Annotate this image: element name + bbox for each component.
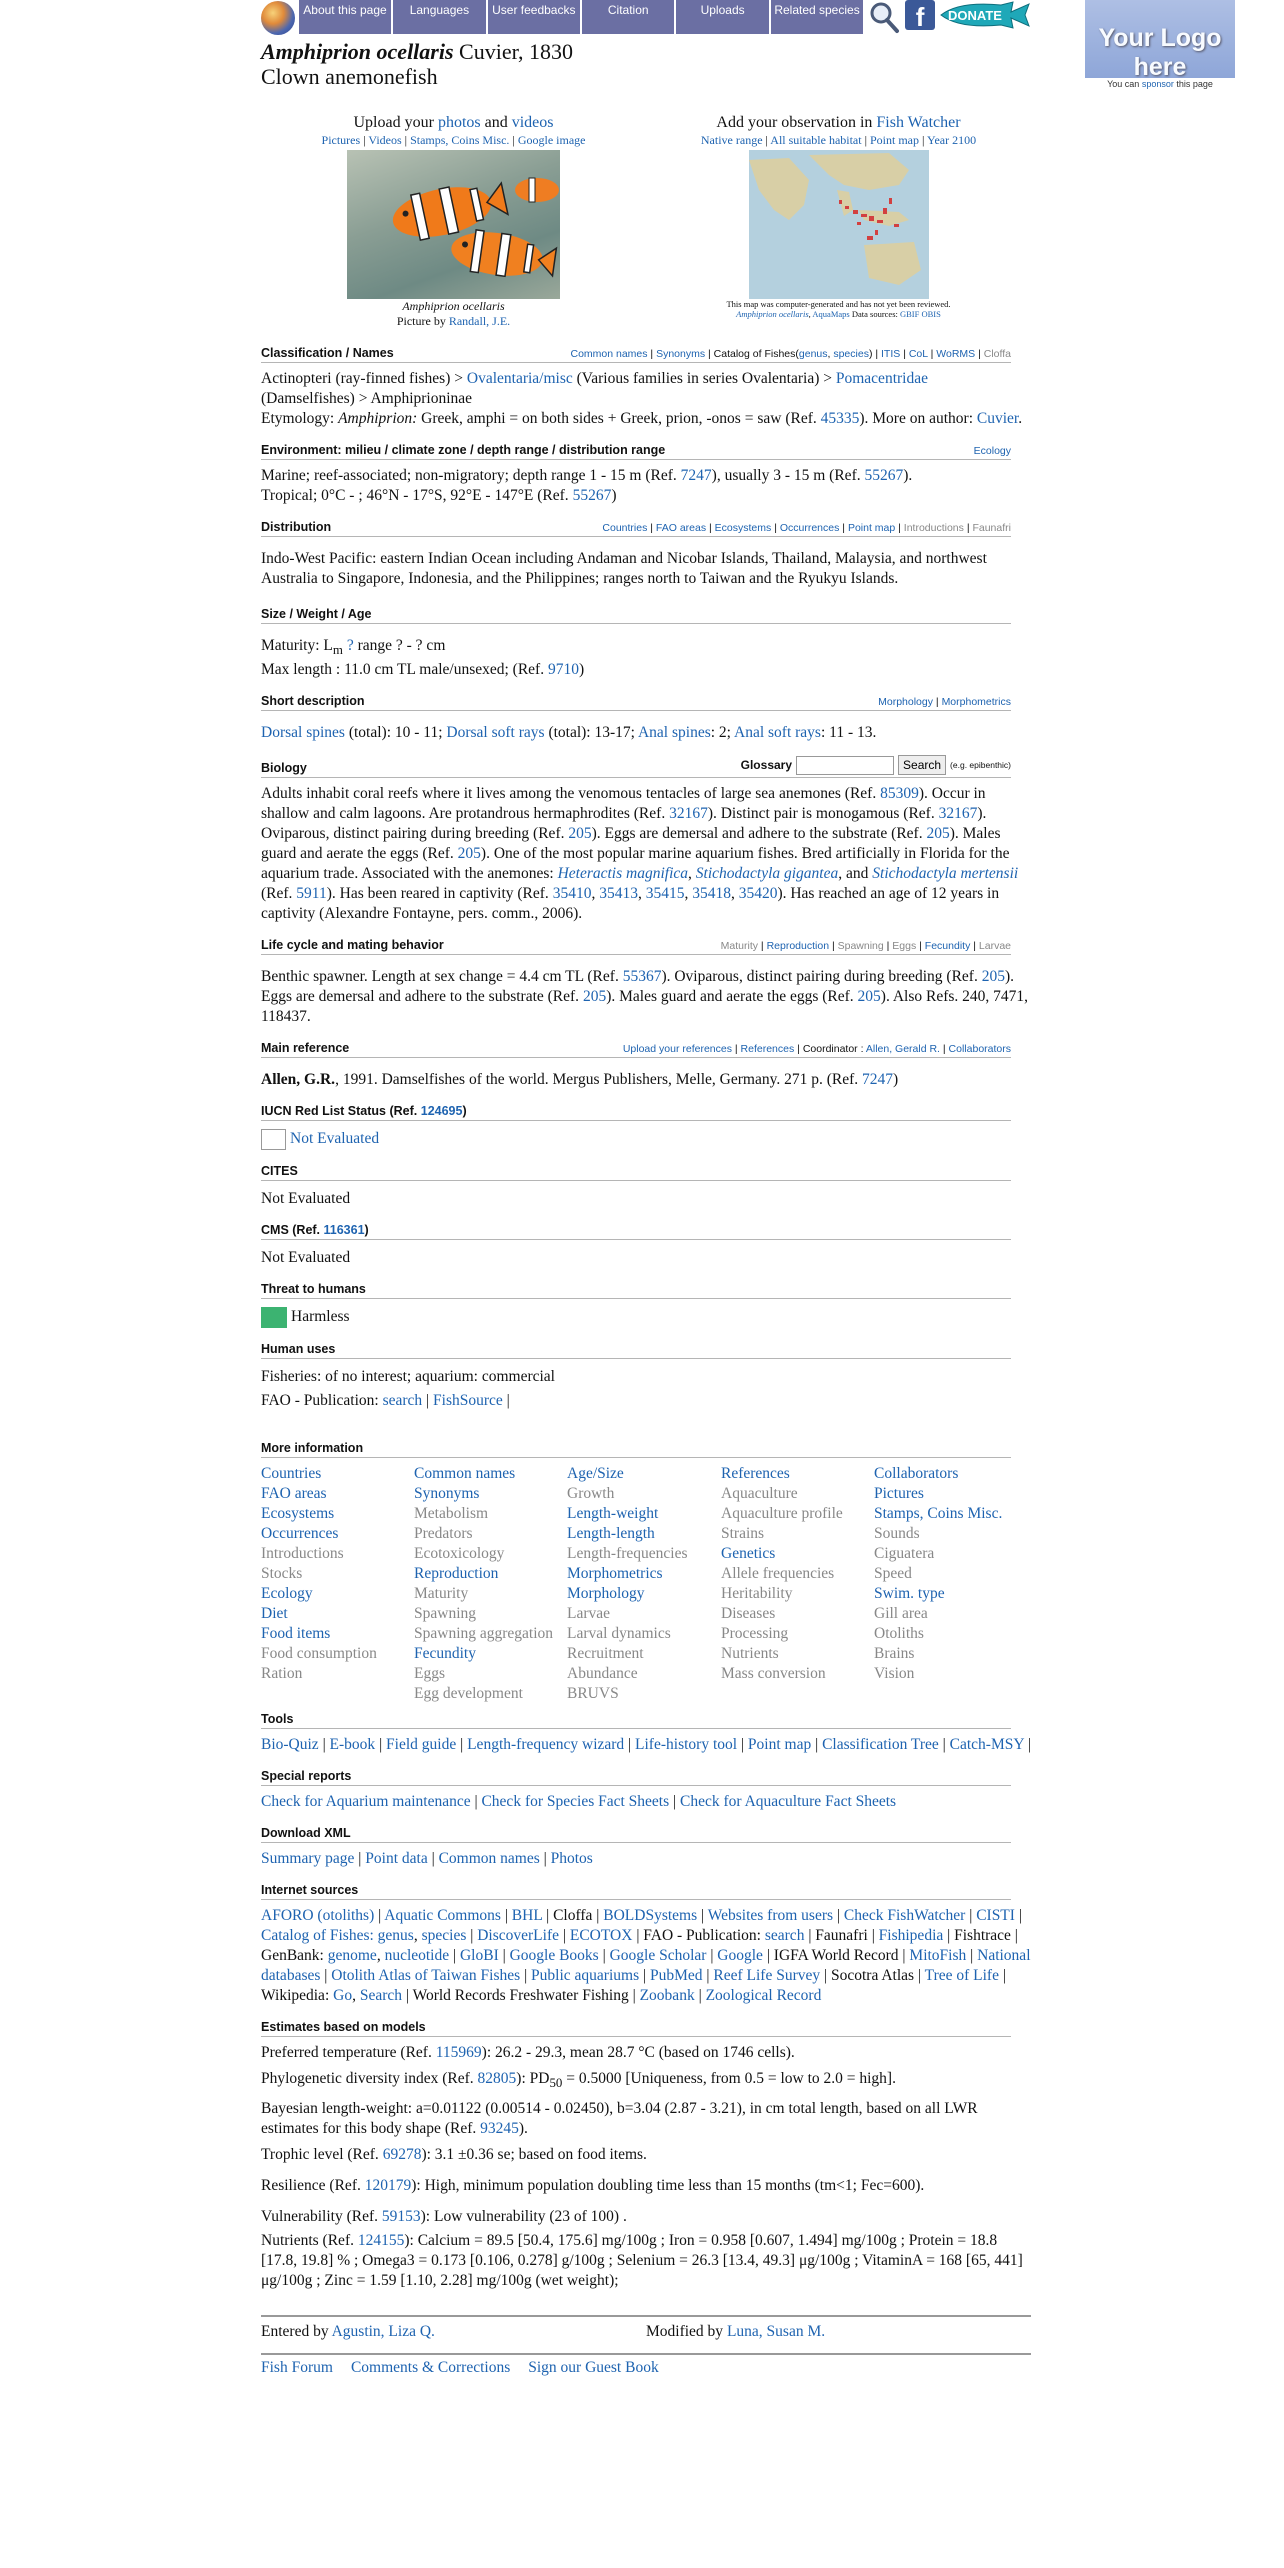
col-link[interactable]: CoL [908, 348, 928, 360]
life-history-tool-link[interactable]: Life-history tool [635, 1736, 738, 1754]
more-info-item[interactable]: Ecology [261, 1585, 313, 1603]
top-nav [261, 0, 1031, 36]
separator-text: | [639, 1967, 650, 1985]
more-info-item[interactable]: Swim. type [874, 1585, 945, 1603]
more-info-item: Predators [414, 1525, 473, 1543]
species-link[interactable]: species [833, 348, 869, 360]
more-info-item[interactable]: Pictures [874, 1485, 924, 1503]
fish-forum-link[interactable]: Fish Forum [261, 2359, 333, 2377]
footer-credits: Entered by Agustin, Liza Q. Modified by Luna, Susan M. [261, 2323, 826, 2341]
more-info-item: Mass conversion [721, 1665, 826, 1683]
more-information-section: More information Countries FAO areas Ecosystems Occurrences Introductions Stocks Ecology Diet Food items Food consumption Ration Common names Synonyms Metabolism Predators Ecotoxicology Reproduction Maturity Spawning Spawning aggregation Fecundity Eggs Egg development Age/Size Growth Length-weight Length-length Length-frequencies Morphometrics Morphology Larvae Larval dynamics Recruitment Abundance BRUVS References Aquaculture Aquaculture profile Strains Genetics Allele frequencies Heritability Diseases Processing Nutrients Mass conversion Collaborators Pictures Stamps, Coins Misc. Sounds Ciguatera Speed Swim. type Gill area Otoliths Brains Vision [261, 1441, 1031, 1704]
ref-link[interactable]: 116361 [323, 1223, 365, 1238]
cuvier-link[interactable]: Cuvier [976, 410, 1019, 427]
more-info-item: Allele frequencies [721, 1565, 835, 1583]
more-info-item: Brains [874, 1645, 915, 1663]
glossary-search: Glossary Search (e.g. epibenthic) [741, 755, 1011, 775]
anemone-link[interactable]: Stichodactyla mertensii [872, 865, 1019, 883]
field-guide-link[interactable]: Field guide [386, 1736, 457, 1754]
nav-related-species[interactable]: Related species [771, 0, 863, 34]
life-cycle-section: Life cycle and mating behavior Maturity | Reproduction | Spawning | Eggs | Fecundity | Larvae Benthic spawner. Length at sex change = 4.4 cm TL (Ref. 55367). Oviparous, distinct pairing during breeding (Ref. 205). Eggs are demersal and adhere to the substrate (Ref. 205). Males guard and aerate the eggs (Ref. 205). Also Refs. 240, 7471, 118437. [261, 938, 1029, 1026]
separator-text: | World Records Freshwater Fishing | [402, 1987, 640, 2005]
internet-source-link[interactable]: Fishipedia [878, 1927, 944, 1945]
section-heading: Classification / Names [261, 346, 394, 360]
separator-text: | [965, 1907, 977, 1925]
common-name: Clown anemonefish [261, 64, 438, 89]
internet-source-link[interactable]: Reef Life Survey [713, 1967, 821, 1985]
separator-text: | [500, 1907, 512, 1925]
more-info-item[interactable]: References [721, 1465, 790, 1483]
internet-source-link[interactable]: genome [327, 1947, 377, 1965]
xml-common-names-link[interactable]: Common names [438, 1850, 540, 1868]
sponsor-link[interactable]: sponsor [1141, 79, 1174, 89]
environment-section: Environment: milieu / climate zone / depth range / distribution range Ecology Marine; reef-associated; non-migratory; depth range 1 - 15 m (Ref. 7247), usually 3 - 15 m (Ref. 55267). Tropical; 0°C - ; 46°N - 17°S, 92°E - 147°E (Ref. 55267) [261, 443, 1011, 504]
more-info-item: Diseases [721, 1605, 776, 1623]
more-info-item[interactable]: FAO areas [261, 1485, 327, 1503]
internet-source-link[interactable]: Google [717, 1947, 763, 1965]
ref-link[interactable]: 35413 [599, 885, 638, 903]
more-info-item: Eggs [414, 1665, 445, 1683]
separator-text: | FAO - Publication: [632, 1927, 765, 1945]
special-reports-section: Special reports Check for Aquarium maintenance | Check for Species Fact Sheets | Check for Aquaculture Fact Sheets [261, 1769, 1031, 1812]
separator-text: | [520, 1967, 532, 1985]
download-xml-section: Download XML Summary page | Point data | Common names | Photos [261, 1826, 1031, 1869]
comments-corrections-link[interactable]: Comments & Corrections [350, 2359, 511, 2377]
internet-source-link[interactable]: BOLDSystems [603, 1907, 698, 1925]
upload-references-link[interactable]: Upload your references [622, 1043, 732, 1056]
references-link[interactable]: References [740, 1043, 795, 1056]
internet-source-link[interactable]: Google Books [509, 1947, 599, 1965]
photo-column: Upload your photos and videos Pictures | Videos | Stamps, Coins Misc. | Google image Amphiprion ocellaris Picture by Randall, J.E. [321, 114, 586, 328]
internet-source-link[interactable]: Check FishWatcher [843, 1907, 966, 1925]
glossary-search-button[interactable]: Search [898, 755, 946, 775]
ref-link[interactable]: 205 [457, 845, 481, 863]
fao-areas-link[interactable]: FAO areas [655, 522, 707, 534]
separator-text: | [598, 1947, 610, 1965]
ref-link[interactable]: 205 [857, 988, 881, 1006]
more-info-item[interactable]: Ecosystems [261, 1505, 335, 1523]
more-info-item[interactable]: Stamps, Coins Misc. [874, 1505, 1003, 1523]
more-info-column [261, 1464, 414, 1704]
separator-text: | [498, 1947, 510, 1965]
videos-link[interactable]: Videos [368, 133, 402, 147]
internet-source-link[interactable]: nucleotide [384, 1947, 450, 1965]
ref-link[interactable]: 9710 [547, 661, 579, 679]
internet-source-link[interactable]: National databases [261, 1947, 1031, 1985]
page-title [261, 39, 1031, 89]
bio-quiz-link[interactable]: Bio-Quiz [261, 1736, 319, 1754]
year-2100-link[interactable]: Year 2100 [926, 133, 977, 147]
more-info-grid [261, 1464, 1031, 1704]
iucn-status-box [261, 1129, 286, 1150]
pomacentridae-link[interactable]: Pomacentridae [835, 370, 928, 387]
dorsal-spines-link[interactable]: Dorsal spines [261, 724, 345, 742]
ref-link[interactable]: 93245 [480, 2120, 519, 2138]
separator-text: | Wikipedia: [261, 1967, 1006, 2005]
more-info-item: Spawning aggregation [414, 1625, 554, 1643]
separator-text: | [833, 1907, 844, 1925]
separator-text: | Socotra Atlas | [820, 1967, 925, 1985]
internet-source-link[interactable]: AFORO (otoliths) [261, 1907, 375, 1925]
separator-text: | [1014, 1907, 1022, 1925]
ref-link[interactable]: 35420 [738, 885, 778, 903]
more-info-item: Otoliths [874, 1625, 924, 1643]
more-info-item: Strains [721, 1525, 765, 1543]
ref-link[interactable]: 124155 [357, 2232, 405, 2250]
separator-text: | [449, 1947, 460, 1965]
ref-link[interactable]: 45335 [820, 410, 860, 427]
morphology-link[interactable]: Morphology [878, 696, 933, 709]
ref-link[interactable]: 124695 [420, 1104, 463, 1119]
more-info-item[interactable]: Food items [261, 1625, 331, 1643]
length-frequency-wizard-link[interactable]: Length-frequency wizard [467, 1736, 625, 1754]
classification-tree-link[interactable]: Classification Tree [822, 1736, 939, 1754]
donate-label: DONATE [948, 8, 1002, 23]
ref-link[interactable]: 35415 [645, 885, 685, 903]
biology-text: Adults inhabit coral reefs where it lives among the venomous tentacles of large sea anemones (Ref. 85309). Occur in shallow and calm lagoons. Are protandrous hermaphrodites (Ref. 32167). Distinct pair is monogamous (Ref. 32167). Oviparous, distinct pairing during breeding (Ref. 205). Eggs are demersal and adhere to the substrate (Ref. 205). Males guard and aerate the eggs (Ref. 205). One of the most popular marine aquarium fishes. Bred artificially in Florida for the aquarium trade. Associated with the anemones: Heteractis magnifica, Stichodactyla gigantea, and Stichodactyla mertensii (Ref. 5911). Has been reared in captivity (Ref. 35410, 35413, 35415, 35418, 35420). Has reached an age of 12 years in captivity (Alexandre Fontayne, pers. comm., 2006). [261, 785, 1019, 923]
point-map-link[interactable]: Point map [847, 522, 896, 534]
internet-source-link[interactable]: Aquatic Commons [384, 1907, 501, 1925]
ref-link[interactable]: 205 [926, 825, 950, 843]
ref-link[interactable]: 115969 [435, 2044, 482, 2062]
nav-uploads[interactable]: Uploads [676, 0, 768, 34]
more-info-item[interactable]: Fecundity [414, 1645, 476, 1663]
genus-link[interactable]: genus [798, 348, 828, 360]
internet-source-link[interactable]: Otolith Atlas of Taiwan Fishes [331, 1967, 521, 1985]
modified-by-link[interactable]: Luna, Susan M. [726, 2323, 826, 2341]
ecosystems-link[interactable]: Ecosystems [714, 522, 772, 534]
more-info-item: Larvae [567, 1605, 611, 1623]
more-info-item[interactable]: Morphology [567, 1585, 645, 1603]
native-range-link[interactable]: Native range [700, 133, 763, 147]
short-description-section: Short description Morphology | Morphometrics Dorsal spines (total): 10 - 11; Dorsal soft rays (total): 13-17; Anal spines: 2; Anal soft rays: 11 - 13. [261, 694, 1011, 742]
internet-source-link[interactable]: Search [359, 1987, 402, 2005]
internet-source-link[interactable]: Zoological Record [705, 1987, 822, 2005]
internet-source-link[interactable]: Tree of Life [924, 1967, 999, 1985]
separator-text: | Faunafri | [804, 1927, 879, 1945]
internet-source-link[interactable]: Zoobank [639, 1987, 695, 2005]
separator-text: | [374, 1907, 385, 1925]
more-info-item: Length-frequencies [567, 1545, 688, 1563]
more-info-item[interactable]: Collaborators [874, 1465, 959, 1483]
anal-spines-link[interactable]: Anal spines [637, 724, 711, 742]
main-reference-section: Main reference Upload your references | References | Coordinator : Allen, Gerald R. | Collaborators Allen, G.R., 1991. Damselfishes of the world. Mergus Publishers, Melle, Germany. 271 p. (Ref. 7247) [261, 1041, 1011, 1089]
separator-text: | [466, 1927, 478, 1945]
footer-links [261, 2359, 1031, 2377]
internet-source-link[interactable]: GloBI [459, 1947, 499, 1965]
more-info-item: Vision [874, 1665, 915, 1683]
nav-citation[interactable]: Citation [582, 0, 674, 34]
media-panel [261, 114, 1031, 329]
distribution-section: Distribution Countries | FAO areas | Ecosystems | Occurrences | Point map | Introductions | Faunafri Indo-West Pacific: eastern Indian Ocean including Andaman and Nicobar Islands, Thailand, Malaysia, and northwest Australia to Singapore, Indonesia, and the Philippines; ranges north to Taiwan and the Ryukyu Islands. [261, 520, 1031, 589]
footer-divider [261, 2315, 1031, 2317]
more-info-item: Processing [721, 1625, 789, 1643]
biology-section: Biology Glossary Search (e.g. epibenthic) Adults inhabit coral reefs where it lives among the venomous tentacles of large sea anemones (Ref. 85309). Occur in shallow and calm lagoons. Are protandrous hermaphrodites (Ref. 32167). Distinct pair is monogamous (Ref. 32167). Oviparous, distinct pairing during breeding (Ref. 205). Eggs are demersal and adhere to the substrate (Ref. 205). Males guard and aerate the eggs (Ref. 205). One of the most popular marine aquarium fishes. Bred artificially in Florida for the aquarium trade. Associated with the anemones: Heteractis magnifica, Stichodactyla gigantea, and Stichodactyla mertensii (Ref. 5911). Has been reared in captivity (Ref. 35410, 35413, 35415, 35418, 35420). Has reached an age of 12 years in captivity (Alexandre Fontayne, pers. comm., 2006). [261, 755, 1031, 924]
fishbase-globe-icon[interactable] [261, 1, 295, 35]
fao-search-link[interactable]: search [382, 1392, 423, 1410]
donate-button[interactable] [939, 0, 1031, 30]
more-info-item: Ration [261, 1665, 303, 1683]
separator-text: | Fishtrace | GenBank: [261, 1927, 1018, 1965]
ref-link[interactable]: 5911 [296, 885, 327, 903]
separator-text: | [694, 1987, 706, 2005]
more-info-item[interactable]: Common names [414, 1465, 516, 1483]
fish-watcher-link[interactable]: Fish Watcher [876, 114, 961, 131]
iucn-section: IUCN Red List Status (Ref. 124695) Not Evaluated [261, 1104, 1031, 1150]
cms-section: CMS (Ref. 116361) Not Evaluated [261, 1223, 1031, 1268]
ref-link[interactable]: 35418 [692, 885, 731, 903]
ref-link[interactable]: 7247 [861, 1071, 893, 1089]
more-info-item[interactable]: Synonyms [414, 1485, 480, 1503]
ref-link[interactable]: 55267 [864, 467, 904, 484]
iucn-status-link[interactable]: Not Evaluated [290, 1130, 380, 1148]
xml-point-data-link[interactable]: Point data [365, 1850, 428, 1868]
internet-source-link[interactable]: CISTI [976, 1907, 1015, 1925]
separator-text: , [376, 1947, 385, 1965]
more-info-item: Heritability [721, 1585, 793, 1603]
more-info-item: Introductions [261, 1545, 344, 1563]
ref-link[interactable]: 69278 [382, 2146, 422, 2164]
coordinator-link[interactable]: Allen, Gerald R. [865, 1043, 940, 1056]
ref-link[interactable]: 205 [582, 988, 607, 1006]
nav-about[interactable]: About this page [299, 0, 391, 34]
ovalentaria-link[interactable]: Ovalentaria/misc [466, 370, 573, 387]
more-info-column [874, 1464, 1027, 1704]
itis-link[interactable]: ITIS [881, 348, 901, 360]
separator-text: , [413, 1927, 422, 1945]
more-info-item[interactable]: Occurrences [261, 1525, 339, 1543]
distribution-text: Indo-West Pacific: eastern Indian Ocean including Andaman and Nicobar Islands, Thailand, Malaysia, and northwest Australia to Singapore, Indonesia, and the Philippines; ranges north to Taiwan and the Ryukyu Islands. [261, 550, 987, 587]
more-info-item[interactable]: Age/Size [567, 1465, 624, 1483]
more-info-item[interactable]: Length-length [567, 1525, 655, 1543]
distribution-map[interactable] [749, 150, 929, 299]
more-info-item: Nutrients [721, 1645, 779, 1663]
dorsal-soft-rays-link[interactable]: Dorsal soft rays [446, 724, 545, 742]
cloffa-label: Cloffa [983, 348, 1011, 360]
scientific-name: Amphiprion ocellaris [261, 39, 454, 64]
internet-source-link[interactable]: Google Scholar [609, 1947, 707, 1965]
internet-source-link[interactable]: Public aquariums [531, 1967, 640, 1985]
ref-link[interactable]: 205 [568, 825, 592, 843]
aquamaps-link[interactable]: AquaMaps [812, 309, 850, 319]
search-icon[interactable] [867, 0, 901, 34]
more-info-item: Metabolism [414, 1505, 489, 1523]
ebook-link[interactable]: E-book [329, 1736, 376, 1754]
more-info-item: Recruitment [567, 1645, 644, 1663]
more-info-item: BRUVS [567, 1685, 619, 1703]
more-info-item: Speed [874, 1565, 912, 1583]
more-info-item: Gill area [874, 1605, 928, 1623]
synonyms-link[interactable]: Synonyms [656, 348, 706, 360]
ref-link[interactable]: 59153 [381, 2208, 421, 2226]
more-info-item: Sounds [874, 1525, 920, 1543]
separator-text: | [697, 1907, 708, 1925]
more-info-item[interactable]: Countries [261, 1465, 322, 1483]
separator-text: | Cloffa | [542, 1907, 604, 1925]
more-info-item: Food consumption [261, 1645, 377, 1663]
point-map-link[interactable]: Point map [870, 133, 920, 147]
more-info-item: Ciguatera [874, 1545, 935, 1563]
entered-by-link[interactable]: Agustin, Liza Q. [331, 2323, 435, 2341]
photo-caption: Amphiprion ocellaris [402, 299, 505, 313]
upload-videos-link[interactable]: videos [511, 114, 554, 131]
maturity-help-link[interactable]: ? [346, 637, 354, 654]
xml-summary-link[interactable]: Summary page [261, 1850, 355, 1868]
common-names-link[interactable]: Common names [570, 348, 648, 360]
separator-text: | [706, 1947, 718, 1965]
more-info-item: Abundance [567, 1665, 638, 1683]
occurrences-link[interactable]: Occurrences [779, 522, 840, 534]
ref-link[interactable]: 55367 [622, 968, 662, 986]
internet-source-link[interactable]: Catalog of Fishes: genus [261, 1927, 414, 1945]
ref-link[interactable]: 55267 [572, 487, 612, 504]
guest-book-link[interactable]: Sign our Guest Book [528, 2359, 659, 2377]
point-map-link[interactable]: Point map [747, 1736, 812, 1754]
more-info-item[interactable]: Morphometrics [567, 1565, 663, 1583]
ref-link[interactable]: 32167 [938, 805, 978, 823]
more-info-column [567, 1464, 721, 1704]
separator-text: | [320, 1967, 332, 1985]
internet-sources-list [261, 1906, 1031, 2006]
more-info-item: Aquaculture [721, 1485, 798, 1503]
stamps-link[interactable]: Stamps, Coins Misc. [410, 133, 510, 147]
internet-source-link[interactable]: PubMed [649, 1967, 703, 1985]
more-info-column [414, 1464, 567, 1704]
ref-link[interactable]: 35410 [552, 885, 592, 903]
xml-photos-link[interactable]: Photos [550, 1850, 593, 1868]
species-fact-sheets-link[interactable]: Check for Species Fact Sheets [481, 1793, 670, 1811]
anal-soft-rays-link[interactable]: Anal soft rays [734, 724, 821, 742]
cites-section: CITES Not Evaluated [261, 1164, 1031, 1209]
more-info-item[interactable]: Genetics [721, 1545, 776, 1563]
harmless-indicator [261, 1307, 287, 1328]
separator-text: | [966, 1947, 978, 1965]
internet-source-link[interactable]: Go [333, 1987, 353, 2005]
fishsource-link[interactable]: FishSource [433, 1392, 503, 1410]
reproduction-link[interactable]: Reproduction [766, 940, 830, 953]
upload-photos-link[interactable]: photos [437, 114, 481, 131]
separator-text: | [702, 1967, 714, 1985]
anemone-link[interactable]: Stichodactyla gigantea [695, 865, 839, 883]
picture-author-link[interactable]: Randall, J.E. [448, 314, 511, 328]
internet-source-link[interactable]: Websites from users [707, 1907, 834, 1925]
more-info-item: Larval dynamics [567, 1625, 671, 1643]
sponsor-logo-box[interactable]: Your Logo here [1085, 0, 1235, 78]
separator-text: | [559, 1927, 570, 1945]
facebook-icon[interactable]: f [905, 0, 935, 30]
fecundity-link[interactable]: Fecundity [924, 940, 971, 953]
aquarium-report-link[interactable]: Check for Aquarium maintenance [261, 1793, 471, 1811]
internet-sources-section: Internet sources AFORO (otoliths) | Aquatic Commons | BHL | Cloffa | BOLDSystems | Websites from users | Check FishWatcher | CISTI | Catalog of Fishes: genus, species | DiscoverLife | ECOTOX | FAO - Publication: search | Faunafri | Fishipedia | Fishtrace | GenBank: genome, nucleotide | GloBI | Google Books | Google Scholar | Google | IGFA World Record | MitoFish | National databases | Otolith Atlas of Taiwan Fishes | Public aquariums | PubMed | Reef Life Survey | Socotra Atlas | Tree of Life | Wikipedia: Go, Search | World Records Freshwater Fishing | Zoobank | Zoological Record [261, 1883, 1031, 2005]
ecology-link[interactable]: Ecology [973, 445, 1011, 457]
internet-source-link[interactable]: species [421, 1927, 467, 1945]
catch-msy-link[interactable]: Catch-MSY [949, 1736, 1024, 1754]
threat-section: Threat to humans Harmless [261, 1282, 1031, 1328]
species-author: Cuvier, 1830 [453, 39, 574, 64]
classification-section: Classification / Names Common names | Synonyms | Catalog of Fishes(genus, species) | ITIS | CoL | WoRMS | Cloffa Actinopteri (ray-finned fishes) > Ovalentaria/misc (Various families in series Ovalentaria) > Pomacentridae (Damselfishes) > Amphiprioninae Etymology: Amphiprion: Greek, amphi = on both sides + Greek, prion, -onos = saw (Ref. 45335). More on author: Cuvier. [261, 346, 1023, 427]
size-section: Size / Weight / Age Maturity: $L_m$ ? range ? - ? cm Max length : 11.0 cm TL male/unsexed; (Ref. 9710) [261, 607, 1031, 680]
worms-link[interactable]: WoRMS [936, 348, 976, 360]
countries-link[interactable]: Countries [602, 522, 648, 534]
ref-link[interactable]: 85309 [880, 785, 919, 803]
more-info-item[interactable]: Length-weight [567, 1505, 659, 1523]
map-column: Add your observation in Fish Watcher Native range | All suitable habitat | Point map | Year 2100 This map was computer-generated and has not yet been reviewed. Amphiprion ocellaris, AquaMaps Data sources: GBIF OBIS [646, 114, 1031, 329]
ref-link[interactable]: 82805 [477, 2070, 517, 2088]
nav-user-feedbacks[interactable]: User feedbacks [488, 0, 580, 34]
more-info-column [721, 1464, 874, 1704]
morphometrics-link[interactable]: Morphometrics [941, 696, 1011, 709]
more-info-item: Stocks [261, 1565, 303, 1583]
gbif-obis-link[interactable]: GBIF OBIS [900, 309, 941, 319]
more-info-item: Egg development [414, 1685, 523, 1703]
map-species-link[interactable]: Amphiprion ocellaris [736, 309, 809, 319]
aquaculture-fact-sheets-link[interactable]: Check for Aquaculture Fact Sheets [680, 1793, 897, 1811]
more-info-item: Maturity [414, 1585, 469, 1603]
collaborators-link[interactable]: Collaborators [948, 1043, 1011, 1056]
ref-link[interactable]: 120179 [364, 2177, 412, 2195]
internet-source-link[interactable]: DiscoverLife [477, 1927, 559, 1945]
more-info-item: Ecotoxicology [414, 1545, 505, 1563]
internet-source-link[interactable]: MitoFish [909, 1947, 967, 1965]
more-info-item: Aquaculture profile [721, 1505, 843, 1523]
more-info-item: Spawning [414, 1605, 476, 1623]
internet-source-link[interactable]: ECOTOX [569, 1927, 633, 1945]
more-info-item[interactable]: Reproduction [414, 1565, 499, 1583]
tools-section: Tools Bio-Quiz | E-book | Field guide | Length-frequency wizard | Life-history tool | Point map | Classification Tree | Catch-MSY | [261, 1712, 1031, 1754]
google-image-link[interactable]: Google image [517, 133, 586, 147]
more-info-item[interactable]: Diet [261, 1605, 288, 1623]
glossary-input[interactable] [796, 756, 894, 775]
anemone-link[interactable]: Heteractis magnifica [557, 865, 689, 883]
estimates-section: Estimates based on models Preferred temperature (Ref. 115969): 26.2 - 29.3, mean 28.7 °C (based on 1746 cells). Phylogenetic diversity index (Ref. 82805): $PD_{50} = 0.5000$ [Uniqueness, from 0.5 = low to 2.0 = high]. Bayesian length-weight: a=0.01122 (0.00514 - 0.02450), b=3.04 (2.87 - 3.21), in cm total length, based on all LWR estimates for this body shape (Ref. 93245). Trophic level (Ref. 69278): 3.1 ±0.36 se; based on food items. Resilience (Ref. 120179): High, minimum population doubling time less than 15 months (tm<1; Fec=600). Vulnerability (Ref. 59153): Low vulnerability (23 of 100) . Nutrients (Ref. 124155): Calcium = 89.5 [50.4, 175.6] mg/100g ; Iron = 0.958 [0.607, 1.494] mg/100g ; Protein = 18.8 [17.8, 19.8] % ; Omega3 = 0.173 [0.106, 0.278] g/100g ; Selenium = 26.3 [13.4, 49.3] μg/100g ; VitaminA = 168 [65, 441] μg/100g ; Zinc = 1.59 [1.10, 2.28] mg/100g (wet weight); [261, 2020, 1023, 2290]
separator-text: , [352, 1987, 360, 2005]
ref-link[interactable]: 7247 [680, 467, 712, 484]
ref-link[interactable]: 32167 [669, 805, 708, 823]
map-note: This map was computer-generated and has not yet been reviewed. [726, 299, 951, 309]
pictures-link[interactable]: Pictures [321, 133, 361, 147]
footer-divider [261, 2353, 1031, 2355]
internet-source-link[interactable]: search [764, 1927, 805, 1945]
all-habitat-link[interactable]: All suitable habitat [770, 133, 862, 147]
species-photo[interactable] [347, 150, 560, 299]
nav-languages[interactable]: Languages [393, 0, 485, 34]
logo-caption: You can sponsor this page [1107, 79, 1213, 89]
ref-link[interactable]: 205 [981, 968, 1005, 986]
separator-text: | IGFA World Record | [762, 1947, 910, 1965]
human-uses-section: Human uses Fisheries: of no interest; aquarium: commercial FAO - Publication: search | FishSource | [261, 1342, 1031, 1411]
internet-source-link[interactable]: BHL [511, 1907, 543, 1925]
more-info-item: Growth [567, 1485, 615, 1503]
